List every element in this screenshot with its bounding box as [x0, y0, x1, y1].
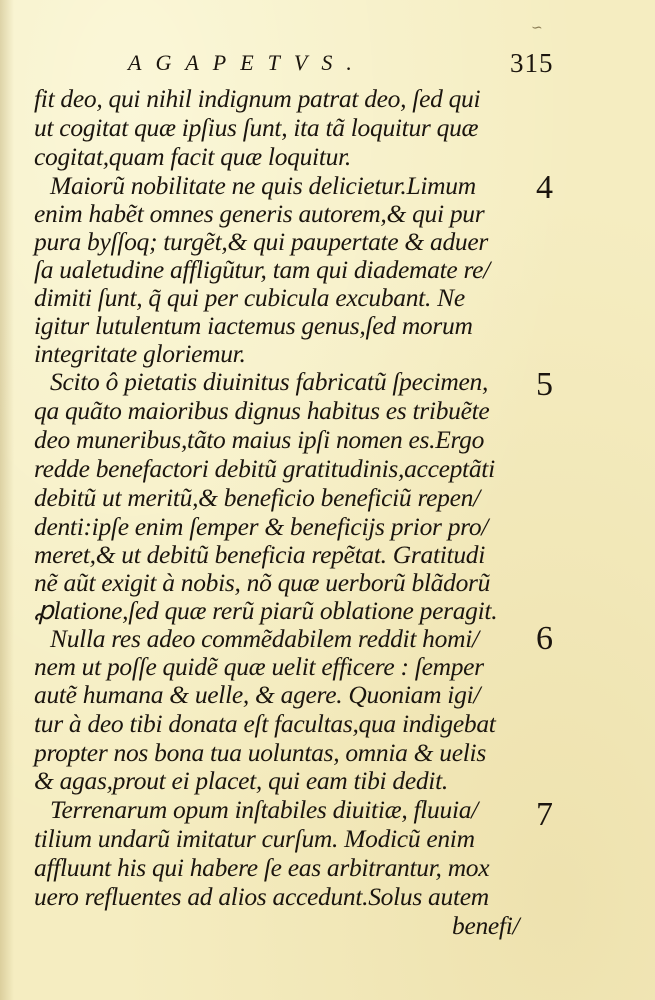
- text-line: uero refluentes ad alios accedunt.Solus autem: [34, 882, 489, 911]
- text-line: redde benefactori debitũ gratitudinis,acceptãti: [34, 454, 495, 483]
- text-line: Nulla res adeo commẽdabilem reddit homi/: [50, 624, 479, 653]
- text-line: enim habẽt omnes generis autorem,& qui pur: [34, 199, 485, 228]
- text-line: Scito ô pietatis diuinitus fabricatũ ſpecimen,: [50, 367, 489, 396]
- text-line: Maiorũ nobilitate ne quis delicietur.Limum: [50, 171, 476, 200]
- text-line: pura byſſoq; turgẽt,& qui paupertate & aduer: [34, 227, 489, 256]
- text-line: autẽ humana & uelle, & agere. Quoniam igi/: [34, 680, 481, 709]
- page-number: 315: [510, 48, 554, 78]
- text-line: affluunt his qui habere ſe eas arbitrantur, mox: [34, 853, 490, 882]
- text-line: tilium undarũ imitatur curſum. Modicũ enim: [34, 824, 475, 853]
- text-line: fit deo, qui nihil indignum patrat deo, ſed qui: [34, 84, 481, 113]
- text-line: ut cogitat quæ ipſius ſunt, ita tã loquitur quæ: [34, 113, 479, 142]
- section-number: 6: [536, 620, 553, 657]
- text-line: nem ut poſſe quidẽ quæ uelit efficere : ſemper: [34, 652, 484, 681]
- text-line: propter nos bona tua uoluntas, omnia & uelis: [34, 738, 486, 767]
- text-line: denti:ipſe enim ſemper & beneficijs prior pro/: [34, 512, 489, 541]
- text-line: debitũ ut meritũ,& beneficio beneficiũ repen/: [34, 483, 480, 512]
- text-line: & agas,prout ei placet, qui eam tibi dedit.: [34, 766, 448, 795]
- text-line: ſa ualetudine affligũtur, tam qui diademate re/: [34, 255, 490, 284]
- gutter-shadow: [0, 0, 14, 1000]
- text-line: qa quãto maioribus dignus habitus es tribuẽte: [34, 396, 490, 425]
- text-line: deo muneribus,tãto maius ipſi nomen es.Ergo: [34, 425, 485, 454]
- text-line: meret,& ut debitũ beneficia repẽtat. Gratitudi: [34, 540, 486, 569]
- text-line: dimiti ſunt, q̃ qui per cubicula excubant. Ne: [34, 283, 465, 312]
- text-line: cogitat,quam facit quæ loquitur.: [34, 142, 351, 171]
- corner-mark: ∽: [531, 21, 543, 36]
- catchword: benefi/: [452, 911, 520, 940]
- section-number: 5: [536, 366, 553, 403]
- running-head: AGAPETVS.: [128, 50, 366, 75]
- text-line: ꝓlatione,ſed quæ rerũ piarũ oblatione peragit.: [34, 596, 498, 625]
- section-number: 7: [536, 796, 553, 833]
- text-line: tur à deo tibi donata eſt facultas,qua indigebat: [34, 709, 496, 738]
- text-line: Terrenarum opum inſtabiles diuitiæ, fluuia/: [50, 795, 478, 824]
- text-line: integritate gloriemur.: [34, 339, 246, 368]
- section-number: 4: [536, 169, 553, 206]
- text-line: nẽ aũt exigit à nobis, nõ quæ uerborũ blãdorũ: [34, 568, 491, 597]
- text-line: igitur lutulentum iactemus genus,ſed morum: [34, 311, 473, 340]
